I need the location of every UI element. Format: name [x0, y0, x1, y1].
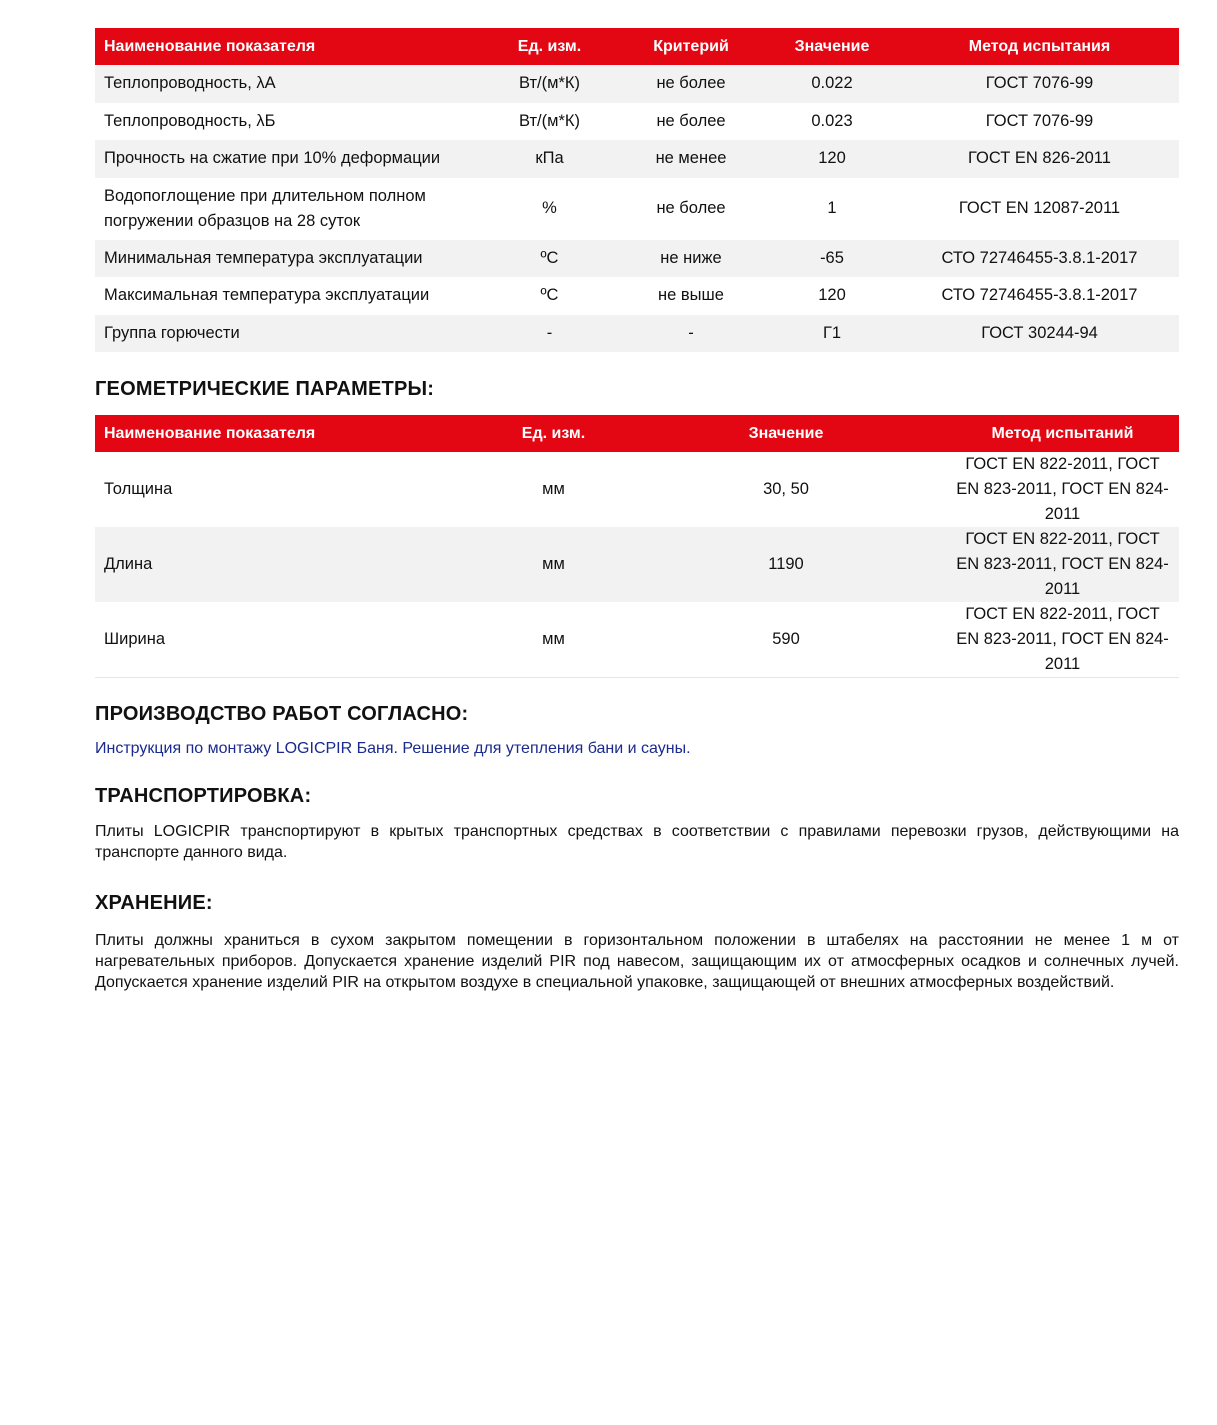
cell-criterion: не выше: [658, 286, 724, 305]
cell-method: СТО 72746455-3.8.1-2017: [941, 248, 1138, 267]
cell-method: ГОСТ EN 822-2011, ГОСТ EN 823-2011, ГОСТ EN 824-2011: [956, 605, 1169, 673]
cell-value: Г1: [822, 323, 842, 342]
cell-method: ГОСТ 7076-99: [985, 74, 1094, 93]
transport-heading: ТРАНСПОРТИРОВКА:: [95, 785, 312, 807]
cell-name: Теплопроводность, λА: [104, 74, 276, 93]
table-row: [95, 240, 1179, 278]
cell-unit: мм: [542, 480, 565, 498]
cell-method: ГОСТ 7076-99: [985, 111, 1094, 130]
table-header-row: [95, 28, 1179, 65]
table-header-row: [95, 415, 1179, 452]
cell-name: Максимальная температура эксплуатации: [104, 286, 430, 305]
cell-value: 1: [827, 199, 837, 217]
cell-value: 590: [772, 630, 800, 648]
table-row: [95, 178, 1179, 240]
cell-unit: ºС: [540, 248, 559, 267]
column-header-criterion: Критерий: [653, 37, 729, 55]
cell-unit: ºС: [540, 286, 559, 305]
cell-unit: %: [542, 199, 557, 217]
table-row: [95, 65, 1179, 103]
cell-name: Группа горючести: [104, 323, 240, 342]
cell-method: ГОСТ 30244-94: [981, 323, 1098, 342]
table-row: [95, 103, 1179, 141]
cell-criterion: -: [688, 323, 694, 342]
transport-paragraph: Плиты LOGICPIR транспортируют в крытых транспортных средствах в соответствии с правилами перевозки грузов, действующими на транспорте данного вида.: [95, 823, 1179, 861]
cell-criterion: не более: [656, 111, 726, 130]
cell-unit: мм: [542, 555, 565, 573]
installation-instruction-link[interactable]: Инструкция по монтажу LOGICPIR Баня. Решение для утепления бани и сауны.: [95, 740, 691, 757]
cell-name: Теплопроводность, λБ: [104, 111, 276, 130]
cell-unit: Вт/(м*К): [519, 111, 580, 130]
cell-unit: кПа: [535, 149, 564, 168]
cell-method: ГОСТ EN 826-2011: [968, 149, 1111, 168]
cell-method: СТО 72746455-3.8.1-2017: [941, 286, 1138, 305]
cell-value: 120: [818, 149, 846, 168]
storage-paragraph: Плиты должны храниться в сухом закрытом помещении в горизонтальном положении в штабелях на расстоянии не менее 1 м от нагревательных приборов. Допускается хранение изделий PIR под навесом, защищающим их от атмосферных осадков и солнечных лучей. Допускается хранение изделий PIR на открытом воздухе в специальной упаковке, защищающей от внешних атмосферных воздействий.: [95, 932, 1179, 991]
table-row: [95, 527, 1179, 602]
cell-method: ГОСТ EN 822-2011, ГОСТ EN 823-2011, ГОСТ EN 824-2011: [956, 530, 1169, 598]
column-header-name: Наименование показателя: [104, 424, 316, 442]
cell-unit: Вт/(м*К): [519, 74, 580, 93]
cell-value: 0.022: [811, 74, 853, 93]
cell-name: Ширина: [104, 630, 166, 648]
cell-value: 1190: [768, 555, 804, 573]
cell-method: ГОСТ EN 12087-2011: [958, 199, 1121, 217]
properties-table: [95, 28, 1179, 352]
column-header-value: Значение: [748, 424, 824, 442]
column-header-unit: Ед. изм.: [517, 37, 582, 55]
cell-criterion: не ниже: [660, 248, 722, 267]
cell-value: 30, 50: [763, 480, 809, 498]
cell-criterion: не более: [656, 74, 726, 93]
column-header-name: Наименование показателя: [104, 37, 316, 55]
table-row: [95, 277, 1179, 315]
cell-name: Толщина: [104, 480, 173, 498]
table-row: [95, 315, 1179, 353]
geometry-heading: ГЕОМЕТРИЧЕСКИЕ ПАРАМЕТРЫ:: [95, 378, 435, 400]
column-header-method: Метод испытания: [968, 37, 1111, 55]
cell-criterion: не менее: [655, 149, 727, 168]
cell-value: 0.023: [811, 111, 853, 130]
column-header-method: Метод испытаний: [991, 424, 1134, 442]
storage-heading: ХРАНЕНИЕ:: [95, 892, 213, 914]
cell-criterion: не более: [656, 199, 726, 217]
cell-name: Длина: [104, 555, 153, 573]
column-header-unit: Ед. изм.: [521, 424, 586, 442]
cell-unit: мм: [542, 630, 565, 648]
cell-name: Водопоглощение при длительном полном погружении образцов на 28 суток: [104, 186, 426, 230]
cell-method: ГОСТ EN 822-2011, ГОСТ EN 823-2011, ГОСТ EN 824-2011: [956, 455, 1169, 523]
production-heading: ПРОИЗВОДСТВО РАБОТ СОГЛАСНО:: [95, 703, 469, 725]
geometry-table: [95, 415, 1179, 678]
table-row: [95, 140, 1179, 178]
cell-value: -65: [820, 248, 844, 267]
table-row: [95, 602, 1179, 678]
cell-unit: -: [546, 323, 553, 342]
table-row: [95, 452, 1179, 527]
cell-value: 120: [818, 286, 846, 305]
cell-name: Прочность на сжатие при 10% деформации: [104, 149, 441, 168]
cell-name: Минимальная температура эксплуатации: [104, 248, 423, 267]
document-page: [95, 28, 1179, 993]
column-header-value: Значение: [794, 37, 870, 55]
